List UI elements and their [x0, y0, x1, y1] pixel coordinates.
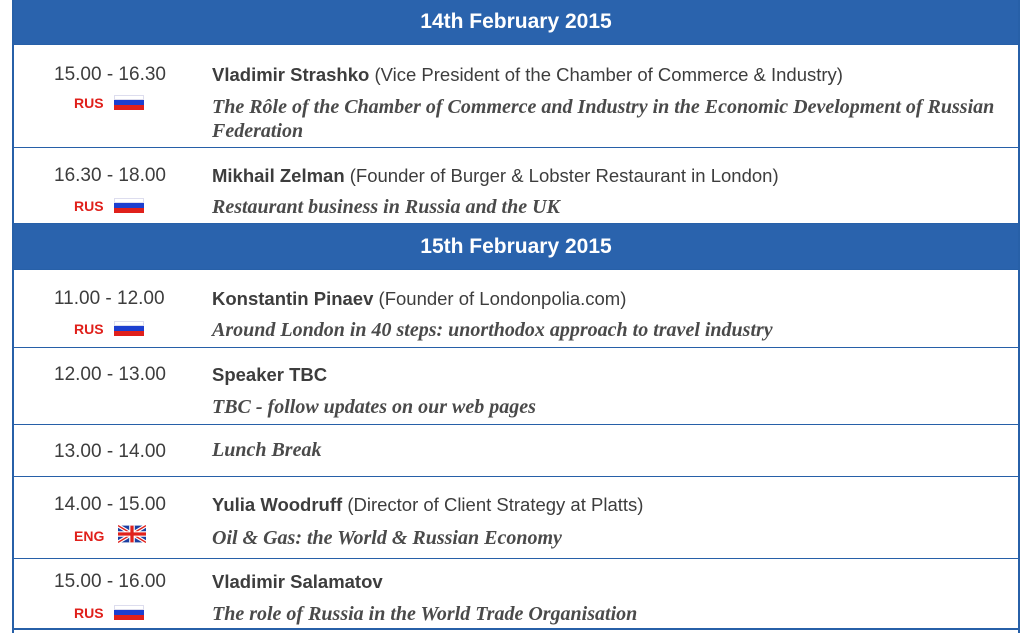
speaker-name: Konstantin Pinaev — [212, 288, 374, 309]
speaker-line — [212, 288, 626, 310]
talk-title: Restaurant business in Russia and the UK — [212, 196, 560, 218]
russia-flag-icon — [114, 95, 144, 110]
day-header — [14, 0, 1018, 44]
talk-title: Oil & Gas: the World & Russian Economy — [212, 527, 562, 549]
day-title: 15th February 2015 — [420, 235, 612, 258]
day-title: 14th February 2015 — [420, 10, 612, 33]
language-code: ENG — [74, 528, 105, 544]
session-time: 14.00 - 15.00 — [54, 494, 166, 515]
language-code: RUS — [74, 198, 104, 214]
session-row — [14, 348, 1018, 425]
speaker-role: (Director of Client Strategy at Platts) — [342, 494, 644, 515]
talk-title: The Rôle of the Chamber of Commerce and Industry in the Economic Development of Russian Federation — [212, 96, 995, 142]
session-row — [14, 148, 1018, 224]
session-time: 12.00 - 13.00 — [54, 364, 166, 385]
speaker-name: Yulia Woodruff — [212, 494, 343, 515]
speaker-role: (Vice President of the Chamber of Commerce & Industry) — [369, 64, 843, 85]
session-time: 13.00 - 14.00 — [54, 441, 166, 462]
table-bottom-border — [14, 628, 1018, 630]
speaker-name: Vladimir Salamatov — [212, 571, 383, 592]
session-time: 16.30 - 18.00 — [54, 165, 166, 186]
session-row — [14, 44, 1018, 148]
talk-title: TBC - follow updates on our web pages — [212, 396, 536, 418]
session-row — [14, 477, 1018, 559]
session-row — [14, 559, 1018, 629]
speaker-line — [212, 494, 643, 516]
speaker-role: (Founder of Londonpolia.com) — [373, 288, 627, 309]
speaker-line — [212, 64, 843, 86]
session-time: 15.00 - 16.30 — [54, 64, 166, 85]
language-code: RUS — [74, 95, 104, 111]
talk-title: Lunch Break — [212, 439, 322, 461]
speaker-name: Vladimir Strashko — [212, 64, 370, 85]
speaker-line — [212, 165, 779, 187]
session-time: 15.00 - 16.00 — [54, 571, 166, 592]
speaker-name: Mikhail Zelman — [212, 165, 345, 186]
session-row — [14, 425, 1018, 477]
speaker-line — [212, 364, 327, 386]
language-tag — [74, 198, 104, 214]
session-time: 11.00 - 12.00 — [54, 288, 165, 309]
speaker-name: Speaker TBC — [212, 364, 328, 385]
russia-flag-icon — [114, 321, 144, 336]
speaker-line — [212, 571, 383, 593]
russia-flag-icon — [114, 198, 144, 213]
language-tag — [74, 321, 104, 337]
language-code: RUS — [74, 605, 104, 621]
speaker-role: (Founder of Burger & Lobster Restaurant in London) — [344, 165, 779, 186]
schedule-table — [12, 0, 1020, 633]
day-header — [14, 224, 1018, 269]
session-row — [14, 269, 1018, 348]
talk-title: The role of Russia in the World Trade Organisation — [212, 603, 638, 625]
language-code: RUS — [74, 321, 104, 337]
language-tag — [74, 95, 104, 111]
russia-flag-icon — [114, 605, 144, 620]
language-tag — [74, 528, 104, 544]
uk-flag-icon — [118, 525, 146, 543]
talk-title: Around London in 40 steps: unorthodox approach to travel industry — [212, 319, 773, 341]
language-tag — [74, 605, 104, 621]
